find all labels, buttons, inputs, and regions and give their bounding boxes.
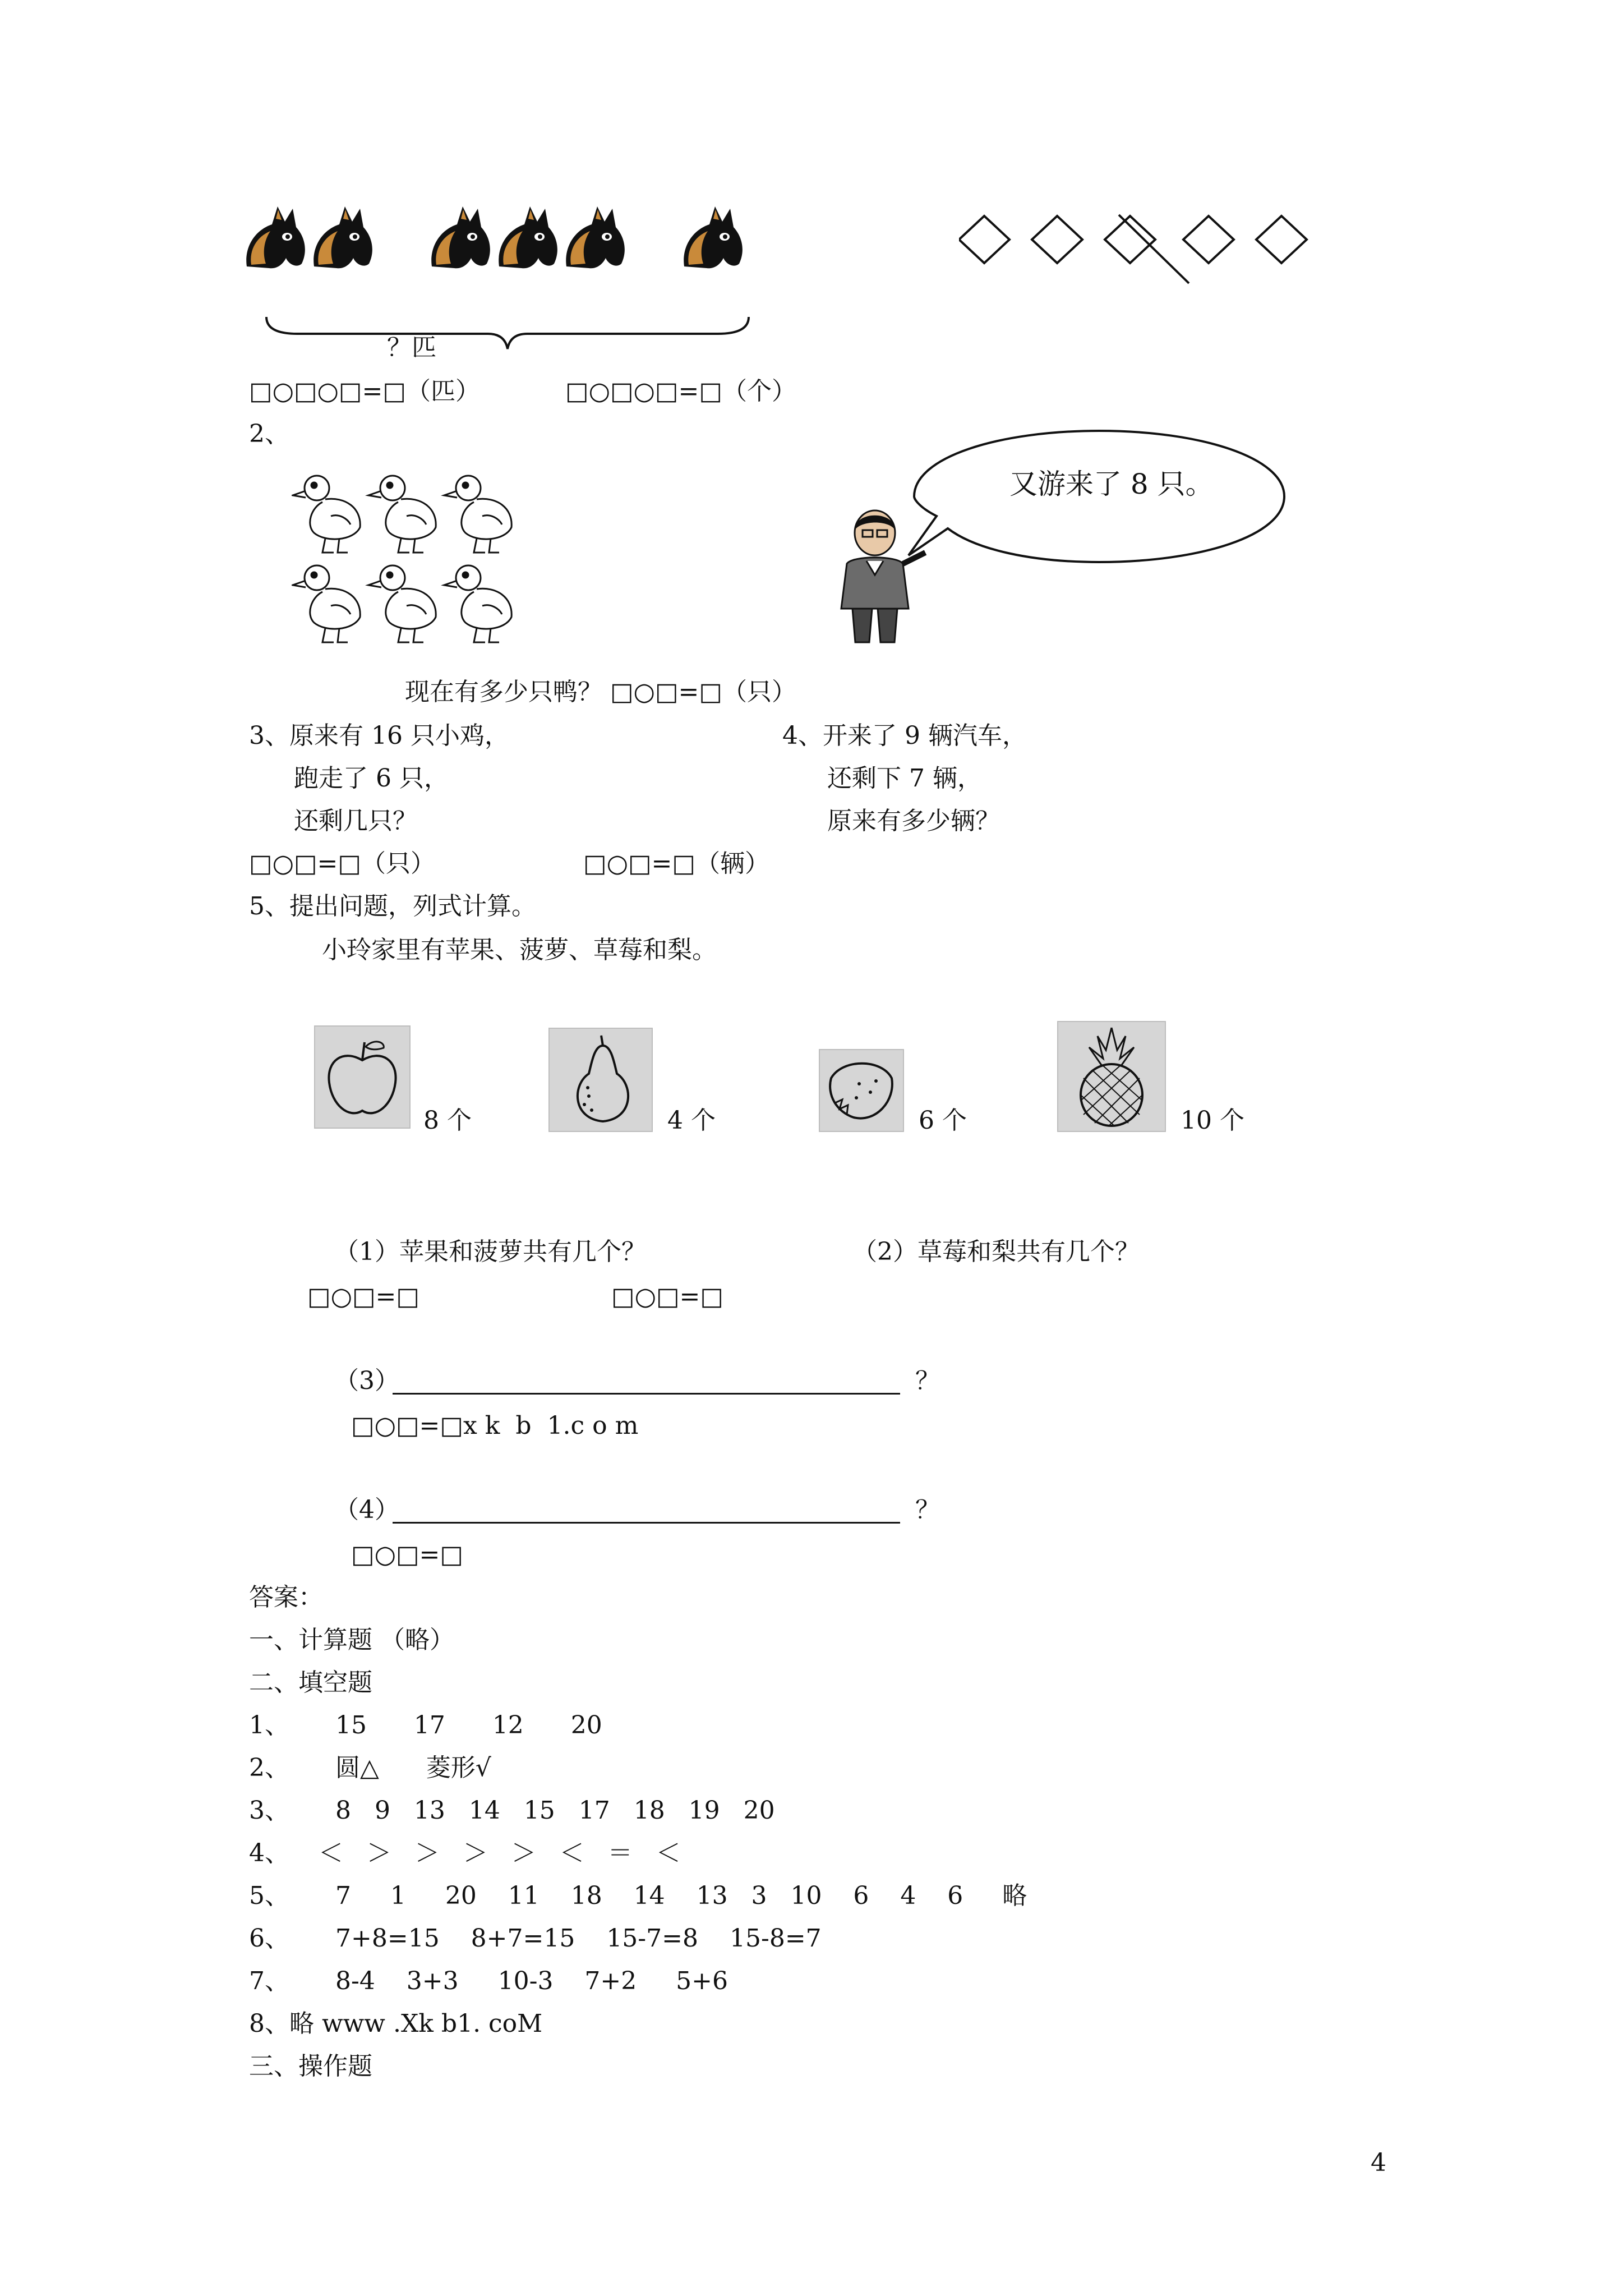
q5-intro: 小玲家里有苹果、菠萝、草莓和梨。 [322, 936, 717, 964]
q5-eq4: □○□=□ [351, 1540, 463, 1569]
q1-equation-left: □○□○□=□（匹） [249, 377, 480, 406]
q5-sub3-end: ？ [915, 1366, 940, 1395]
q5-sub3-label: （3） [334, 1366, 399, 1395]
pear-icon [548, 1028, 653, 1132]
q5-title: 5、提出问题，列式计算。 [249, 892, 536, 921]
q3-line2: 跑走了 6 只， [294, 764, 449, 793]
answer-row-values: 7+8=15 8+7=15 15-7=8 15-8=7 [335, 1924, 822, 1953]
answer-row-number: 2、 [249, 1754, 289, 1782]
answer-row-number: 6、 [249, 1924, 289, 1953]
answer-row-number: 1、 [249, 1711, 289, 1740]
answers-heading: 答案： [249, 1583, 323, 1612]
horse-group-illustration [241, 202, 774, 275]
q5-sub2: （2）草莓和梨共有几个？ [852, 1237, 1140, 1266]
speech-text: 又游来了 8 只。 [1009, 468, 1214, 500]
strawberry-count: 6 个 [919, 1106, 967, 1135]
q4-equation: □○□=□（辆） [583, 849, 769, 878]
q5-eq1: □○□=□ [307, 1282, 419, 1311]
q3-line1: 3、原来有 16 只小鸡， [249, 721, 509, 750]
q4-line2: 还剩下 7 辆， [827, 764, 982, 793]
answer-row-values: 8 9 13 14 15 17 18 19 20 [335, 1796, 775, 1825]
answer-row-number: 4、 [249, 1839, 289, 1867]
answer-row-values: 15 17 12 20 [335, 1711, 602, 1740]
page-number: 4 [1371, 2148, 1386, 2177]
teacher-illustration [836, 508, 931, 648]
answer-row-values: 7 1 20 11 18 14 13 3 10 6 4 6 略 [335, 1881, 1027, 1910]
curly-brace [264, 314, 751, 353]
answers-section-2: 二、填空题 [249, 1668, 372, 1697]
q5-sub4-label: （4） [334, 1496, 399, 1524]
answer-row-values: ＜ ＞ ＞ ＞ ＞ ＜ ＝ ＜ [319, 1839, 681, 1867]
q2-question: 现在有多少只鸭？ □○□=□（只） [405, 678, 796, 706]
answer-row-8: 8、略 www .Xk b1. coM [249, 2009, 543, 2038]
q4-line1: 4、开来了 9 辆汽车， [782, 721, 1027, 750]
ducks-illustration [292, 468, 527, 654]
answer-row-values: 8-4 3+3 10-3 7+2 5+6 [335, 1967, 728, 1995]
q4-line3: 原来有多少辆？ [827, 807, 1000, 835]
q1-equation-right: □○□○□=□（个） [565, 377, 796, 406]
answer-row-number: 3、 [249, 1796, 289, 1825]
answer-row-number: 5、 [249, 1881, 289, 1910]
answers-section-1: 一、计算题 （略） [249, 1626, 454, 1654]
pineapple-icon [1057, 1021, 1166, 1132]
strawberry-icon [819, 1049, 904, 1132]
apple-count: 8 个 [423, 1106, 472, 1135]
q5-sub4-end: ？ [915, 1496, 940, 1524]
diamond-row-illustration [959, 210, 1324, 289]
q3-equation: □○□=□（只） [249, 849, 435, 878]
q5-sub3-blank[interactable] [393, 1393, 900, 1395]
q5-eq3: □○□=□x k b 1.c o m [351, 1411, 639, 1440]
answer-row-number: 7、 [249, 1967, 289, 1995]
pear-count: 4 个 [667, 1106, 716, 1135]
apple-icon [314, 1025, 411, 1129]
pineapple-count: 10 个 [1181, 1106, 1244, 1135]
q3-line3: 还剩几只？ [294, 807, 417, 835]
q5-sub4-blank[interactable] [393, 1522, 900, 1524]
q5-sub1: （1）苹果和菠萝共有几个？ [334, 1237, 646, 1266]
answer-row-values: 圆△ 菱形√ [335, 1754, 491, 1782]
q2-number: 2、 [249, 420, 289, 448]
q5-eq2: □○□=□ [611, 1282, 723, 1311]
answers-section-3: 三、操作题 [249, 2052, 372, 2081]
brace-label: ？匹 [387, 333, 436, 362]
